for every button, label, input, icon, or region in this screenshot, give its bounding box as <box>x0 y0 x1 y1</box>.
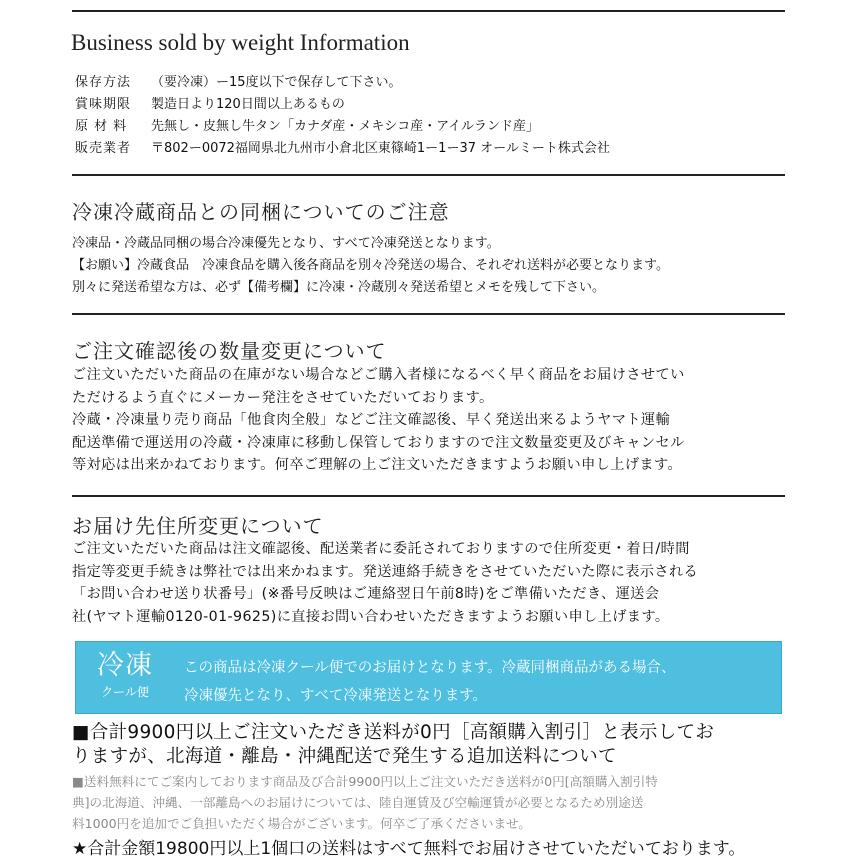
section-divider <box>72 495 785 497</box>
text-line: 典]の北海道、沖縄、一部離島へのお届けについては、陸自運賃及び空輸運賃が必要となるため別途送 <box>72 795 644 810</box>
section-body-address-change <box>72 538 698 628</box>
text-line: ただけるよう直ぐにメーカー発注をさせていただいております。 <box>72 389 494 406</box>
text-line: 料1000円を追加でご負担いただく場合がございます。何卒ご了承くださいませ。 <box>72 816 531 831</box>
free-shipping-notice: ★合計金額19800円以上1個口の送料はすべて無料でお届けさせていただいております。 <box>72 839 746 859</box>
product-info-list <box>75 72 610 160</box>
frozen-cool-icon <box>90 649 160 701</box>
text-line: ご注文いただいた商品の在庫がない場合などご購入者様になるべく早く商品をお届けさせてい <box>72 367 685 383</box>
info-value: 先無し・皮無し牛タン「カナダ産・メキシコ産・アイルランド産」 <box>151 119 540 134</box>
frozen-cool-delivery-banner <box>75 641 782 714</box>
top-divider <box>72 10 785 12</box>
info-value: 〒802ー0072福岡県北九州市小倉北区東篠崎1ー1ー37 オールミート株式会社 <box>151 141 610 156</box>
section-title-frozen-chilled: 冷凍冷蔵商品との同梱についてのご注意 <box>72 200 450 224</box>
info-row-ingredients <box>75 116 610 138</box>
info-label: 保存方法 <box>75 75 132 90</box>
section-body-frozen-chilled <box>72 233 669 299</box>
info-label: 販売業者 <box>75 141 132 156</box>
section-body-quantity-change <box>72 364 685 477</box>
text-line: 「お問い合わせ送り状番号」(※番号反映はご連絡翌日午前8時)をご準備いただき、運送会 <box>72 586 660 602</box>
text-line: りますが、北海道・離島・沖縄配送で発生する追加送料について <box>72 746 617 767</box>
text-line: 【お願い】冷蔵食品 冷凍食品を購入後各商品を別々冷発送の場合、それぞれ送料が必要となります。 <box>72 258 669 273</box>
shipping-notice-heading <box>72 721 714 769</box>
text-line: 等対応は出来かねております。何卒ご理解の上ご注文いただきますようお願い申し上げます。 <box>72 457 683 473</box>
frozen-icon-kanji: 冷凍 <box>97 650 153 681</box>
text-line: 冷凍優先となり、すべて冷凍発送となります。 <box>184 688 488 704</box>
info-row-storage <box>75 72 610 94</box>
info-value: （要冷凍）ー15度以下で保存して下さい。 <box>151 75 402 90</box>
text-line: 冷蔵・冷凍量り売り商品「他食肉全般」などご注文確認後、早く発送出来るようヤマト運輸 <box>72 412 671 428</box>
shipping-notice-detail <box>72 771 658 834</box>
info-row-seller <box>75 138 610 160</box>
info-value: 製造日より120日間以上あるもの <box>151 97 345 112</box>
text-line: 社(ヤマト運輸0120-01-9625)に直接お問い合わせいただきますようお願い申し上げます。 <box>72 608 670 625</box>
text-line: ■送料無料にてご案内しております商品及び合計9900円以上ご注文いただき送料が0円[高額購入割引特 <box>72 774 658 789</box>
section-title-address-change: お届け先住所変更について <box>72 514 324 538</box>
cool-delivery-label: クール便 <box>101 685 149 699</box>
info-label: 原 材 料 <box>75 119 128 134</box>
text-line: 別々に発送希望な方は、必ず【備考欄】に冷凍・冷蔵別々発送希望とメモを残して下さい。 <box>72 280 606 295</box>
text-line: 指定等変更手続きは弊社では出来かねます。発送連絡手続きをさせていただいた際に表示される <box>72 563 699 580</box>
info-row-expiry <box>75 94 610 116</box>
section-divider <box>72 174 785 176</box>
info-label: 賞味期限 <box>75 97 132 112</box>
text-line: 配送準備で運送用の冷蔵・冷凍庫に移動し保管しておりますので注文数量変更及びキャンセル <box>72 434 685 451</box>
text-line: ご注文いただいた商品は注文確認後、配送業者に委託されておりますので住所変更・着日/時間 <box>72 541 690 557</box>
text-line: この商品は冷凍クール便でのお届けとなります。冷蔵同梱商品がある場合、 <box>184 660 676 676</box>
page-title: Business sold by weight Information <box>71 30 410 55</box>
banner-message <box>184 654 676 710</box>
section-title-quantity-change: ご注文確認後の数量変更について <box>72 339 387 363</box>
text-line: 冷凍品・冷蔵品同梱の場合冷凍優先となり、すべて冷凍発送となります。 <box>72 236 500 251</box>
section-divider <box>72 313 785 315</box>
text-line: ■合計9900円以上ご注文いただき送料が0円［高額購入割引］と表示してお <box>72 722 715 743</box>
